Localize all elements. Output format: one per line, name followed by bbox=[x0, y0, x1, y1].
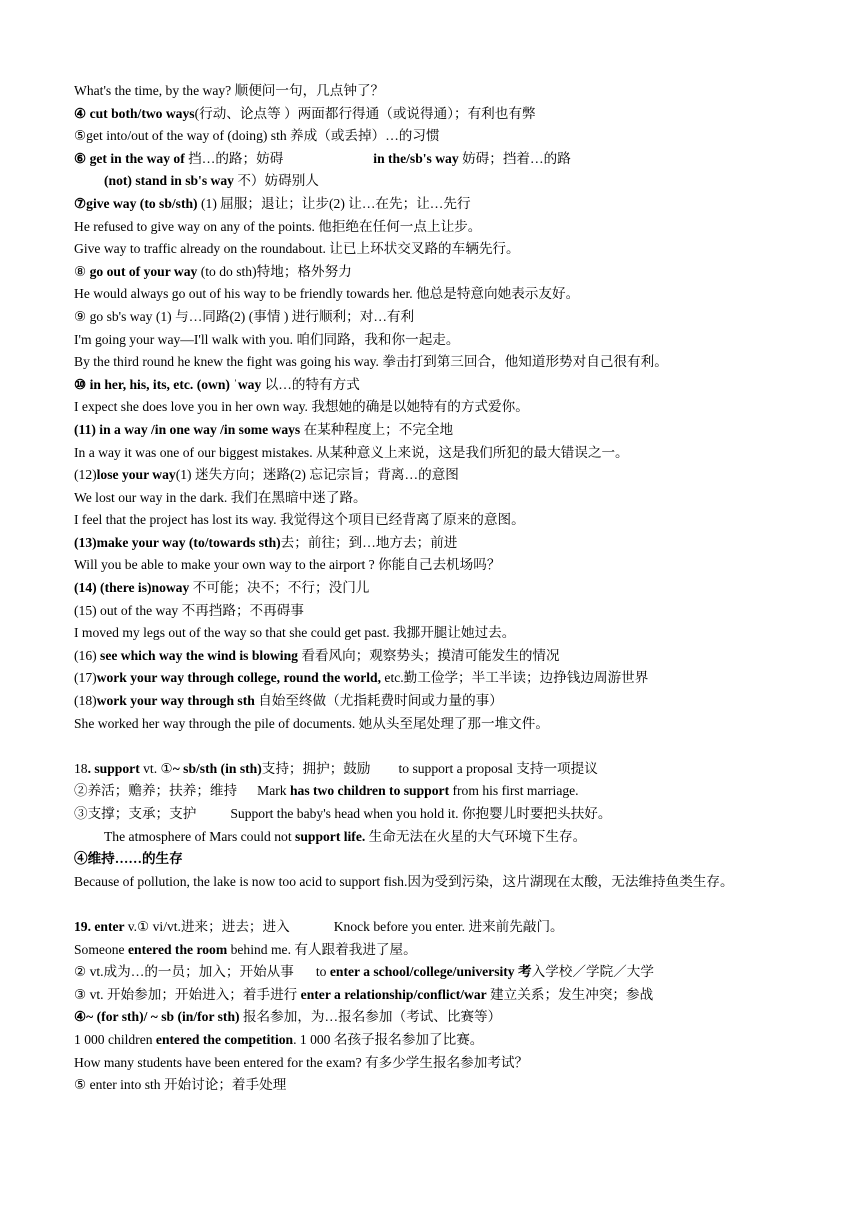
text-line bbox=[74, 442, 794, 465]
bold-phrase: ⑥ get in the way of bbox=[74, 150, 189, 166]
text-line bbox=[74, 871, 794, 894]
bold-phrase: support life. bbox=[295, 828, 366, 844]
text-line bbox=[74, 374, 794, 397]
bold-phrase: ④~ (for sth)/ ~ sb (in/for sth) bbox=[74, 1009, 243, 1025]
text-segment: 1 000 children bbox=[74, 1031, 156, 1047]
text-segment: 妨碍；挡着…的路 bbox=[462, 150, 571, 166]
text-segment: (18) bbox=[74, 693, 97, 709]
text-segment: ③ vt. 开始参加；开始进入；着手进行 bbox=[74, 986, 301, 1002]
text-segment: 建立关系；发生冲突；参战 bbox=[486, 986, 654, 1002]
text-segment: vt. ① bbox=[143, 760, 173, 776]
text-segment: Mark bbox=[257, 783, 290, 799]
bold-phrase: ④维持……的生存 bbox=[74, 851, 183, 867]
text-line bbox=[74, 600, 794, 623]
text-segment: Support the baby's head when you hold it. 你抱婴儿时要把头扶好。 bbox=[230, 806, 612, 821]
text-line bbox=[74, 1052, 794, 1075]
text-line bbox=[74, 283, 794, 306]
text-segment: (12) bbox=[74, 467, 97, 483]
text-line bbox=[74, 780, 794, 803]
text-line bbox=[74, 690, 794, 713]
text-line bbox=[74, 622, 794, 645]
text-line bbox=[74, 1029, 794, 1052]
text-segment: She worked her way through the pile of documents. 她从头至尾处理了那一堆文件。 bbox=[74, 715, 549, 731]
text-segment: etc.勤工俭学；半工半读；边挣钱边周游世界 bbox=[384, 670, 649, 686]
text-line bbox=[74, 939, 794, 962]
text-segment: 报名参加，为…报名参加（考试、比赛等） bbox=[242, 1009, 502, 1025]
bold-phrase: . support bbox=[87, 760, 144, 776]
bold-phrase: work your way through sth bbox=[96, 693, 259, 709]
text-segment: I moved my legs out of the way so that she could get past. 我挪开腿让她过去。 bbox=[74, 625, 516, 641]
text-segment: ⑤ enter into sth 开始讨论；着手处理 bbox=[74, 1077, 287, 1093]
text-segment: Will you be able to make your own way to the airport ? 你能自己去机场吗？ bbox=[74, 557, 501, 573]
text-line bbox=[74, 193, 794, 216]
text-line bbox=[74, 532, 794, 555]
text-line bbox=[74, 103, 794, 126]
text-line bbox=[74, 351, 794, 374]
text-line bbox=[74, 396, 794, 419]
text-segment: (1) 屈服；退让；让步(2) 让…在先；让…先行 bbox=[197, 195, 471, 211]
text-segment: 自始至终做（尤指耗费时间或力量的事） bbox=[258, 693, 503, 709]
text-line bbox=[74, 554, 794, 577]
text-segment: He refused to give way on any of the points. 他拒绝在任何一点上让步。 bbox=[74, 218, 482, 234]
text-line bbox=[74, 80, 794, 103]
text-segment: The atmosphere of Mars could not bbox=[104, 828, 296, 844]
text-line bbox=[74, 509, 794, 532]
text-segment: By the third round he knew the fight was going his way. 拳击打到第三回合，他知道形势对自己很有利。 bbox=[74, 354, 668, 370]
text-segment: 挡…的路；妨碍 bbox=[188, 150, 284, 166]
text-line bbox=[74, 713, 794, 736]
text-segment: . 1 000 名孩子报名参加了比赛。 bbox=[293, 1031, 484, 1047]
text-line bbox=[74, 238, 794, 261]
text-segment: v.① vi/vt.进来；进去；进入 bbox=[127, 918, 290, 934]
text-line bbox=[74, 803, 794, 826]
text-line bbox=[74, 464, 794, 487]
bold-phrase: lose your way bbox=[96, 467, 176, 483]
bold-phrase: (11) in a way /in one way /in some ways bbox=[74, 421, 304, 437]
text-segment: to support a proposal 支持一项提议 bbox=[398, 760, 598, 776]
bold-phrase: ⑦give way (to sb/sth) bbox=[74, 195, 198, 211]
text-line bbox=[74, 758, 794, 781]
bold-phrase: work your way through college, round the world, bbox=[96, 670, 385, 686]
bold-phrase: in the/sb's way bbox=[373, 150, 463, 166]
text-line bbox=[74, 216, 794, 239]
text-segment: (to do sth)特地；格外努力 bbox=[200, 263, 352, 279]
text-line bbox=[74, 961, 794, 984]
text-line bbox=[74, 1006, 794, 1029]
text-segment: 不）妨碍别人 bbox=[237, 173, 319, 189]
bold-phrase: (13)make your way (to/towards sth) bbox=[74, 534, 281, 550]
text-line bbox=[74, 916, 794, 939]
bold-phrase: see which way the wind is blowing bbox=[100, 647, 302, 663]
text-segment: ⑤get into/out of the way of (doing) sth 养成（或丢掉）…的习惯 bbox=[74, 128, 440, 144]
text-line bbox=[74, 1074, 794, 1097]
text-segment: to bbox=[315, 964, 330, 980]
text-segment: from his first marriage. bbox=[452, 783, 579, 799]
bold-phrase: entered the room bbox=[128, 941, 231, 957]
text-segment: behind me. 有人跟着我进了屋。 bbox=[230, 941, 417, 957]
text-line bbox=[74, 848, 794, 871]
text-segment: 支持；拥护；鼓励 bbox=[261, 760, 371, 776]
blank-line bbox=[74, 735, 794, 758]
text-line bbox=[74, 984, 794, 1007]
text-line bbox=[74, 261, 794, 284]
text-segment: 以…的特有方式 bbox=[264, 376, 360, 392]
text-segment: ⑧ bbox=[74, 263, 90, 279]
text-line bbox=[74, 125, 794, 148]
text-line bbox=[74, 329, 794, 352]
text-segment: ③支撑；支承；支护 bbox=[74, 806, 197, 821]
bold-phrase: ⑩ in her, his, its, etc. (own) ˈway bbox=[74, 376, 265, 392]
text-segment: In a way it was one of our biggest mistakes. 从某种意义上来说，这是我们所犯的最大错误之一。 bbox=[74, 444, 629, 460]
text-segment: I'm going your way—I'll walk with you. 咱们同路，我和你一起走。 bbox=[74, 331, 460, 347]
text-segment: Because of pollution, the lake is now too acid to support fish.因为受到污染，这片湖现在太酸，无法维持鱼类生存。 bbox=[74, 873, 734, 889]
bold-phrase: (14) (there is)noway bbox=[74, 580, 193, 596]
blank-line bbox=[74, 893, 794, 916]
bold-phrase: entered the competition bbox=[155, 1031, 294, 1047]
text-segment: (15) out of the way 不再挡路；不再碍事 bbox=[74, 602, 304, 618]
text-line bbox=[74, 826, 794, 849]
text-line bbox=[74, 306, 794, 329]
text-line bbox=[74, 667, 794, 690]
text-segment: 入学校／学院／大学 bbox=[531, 964, 654, 980]
text-line bbox=[74, 577, 794, 600]
text-segment: (1) 迷失方向；迷路(2) 忘记宗旨；背离…的意图 bbox=[175, 467, 459, 483]
text-segment: Give way to traffic already on the roundabout. 让已上环状交叉路的车辆先行。 bbox=[74, 241, 520, 257]
text-segment: I feel that the project has lost its way. 我觉得这个项目已经背离了原来的意图。 bbox=[74, 512, 525, 528]
text-segment: 看看风向；观察势头；摸清可能发生的情况 bbox=[301, 647, 560, 663]
text-segment: Knock before you enter. 进来前先敲门。 bbox=[333, 918, 564, 934]
bold-phrase: has two children to support bbox=[289, 783, 453, 799]
text-segment: ②养活；赡养；扶养；维持 bbox=[74, 783, 238, 799]
bold-phrase: ~ sb/sth (in sth) bbox=[172, 760, 262, 776]
text-segment: How many students have been entered for the exam? 有多少学生报名参加考试？ bbox=[74, 1054, 529, 1070]
bold-phrase: (not) stand in sb's way bbox=[104, 173, 238, 189]
bold-phrase: enter a school/college/university 考 bbox=[329, 964, 532, 980]
text-segment: 去；前往；到…地方去；前进 bbox=[280, 534, 458, 550]
bold-phrase: go out of your way bbox=[89, 263, 201, 279]
text-segment: 在某种程度上；不完全地 bbox=[303, 421, 454, 437]
text-segment: 不可能；决不；不行；没门儿 bbox=[192, 580, 370, 596]
text-segment: ② vt.成为…的一员；加入；开始从事 bbox=[74, 964, 294, 980]
bold-phrase: enter a relationship/conflict/war bbox=[300, 986, 487, 1002]
text-line bbox=[74, 170, 794, 193]
text-segment: 生命无法在火星的大气环境下生存。 bbox=[365, 828, 587, 844]
document-page bbox=[74, 80, 794, 1097]
text-segment: (17) bbox=[74, 670, 97, 686]
text-segment: We lost our way in the dark. 我们在黑暗中迷了路。 bbox=[74, 489, 367, 505]
text-line bbox=[74, 645, 794, 668]
text-segment: He would always go out of his way to be friendly towards her. 他总是特意向她表示友好。 bbox=[74, 286, 580, 302]
text-line bbox=[74, 419, 794, 442]
text-segment: I expect she does love you in her own way. 我想她的确是以她特有的方式爱你。 bbox=[74, 399, 529, 415]
text-segment: (行动、论点等 ）两面都行得通（或说得通）；有利也有弊 bbox=[194, 105, 536, 121]
text-line bbox=[74, 148, 794, 171]
bold-phrase: ④ cut both/two ways bbox=[74, 105, 195, 121]
text-segment: Someone bbox=[74, 941, 128, 957]
text-line bbox=[74, 487, 794, 510]
text-segment: (16) bbox=[74, 647, 101, 663]
text-segment: ⑨ go sb's way (1) 与…同路(2) (事情 ) 进行顺利；对…有利 bbox=[74, 308, 415, 324]
text-segment: What's the time, by the way? 顺便问一句，几点钟了？ bbox=[74, 83, 385, 98]
text-segment: 18 bbox=[74, 760, 88, 776]
bold-phrase: 19. enter bbox=[74, 918, 128, 934]
